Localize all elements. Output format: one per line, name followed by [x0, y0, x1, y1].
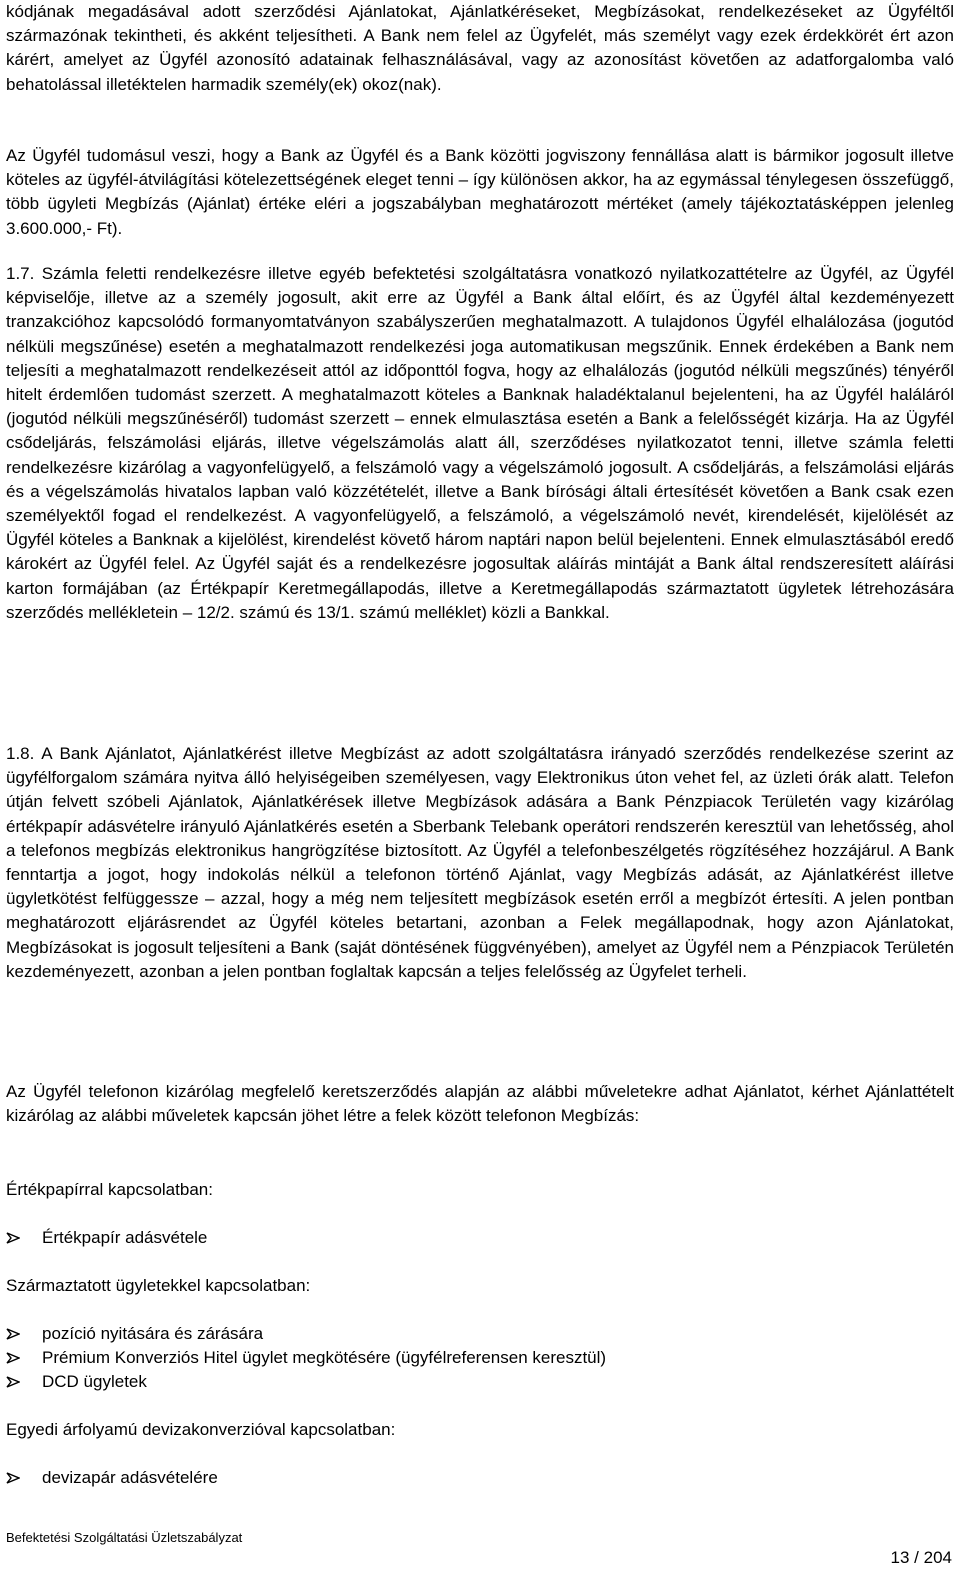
list-item-label: DCD ügyletek	[42, 1372, 147, 1392]
footer-title: Befektetési Szolgáltatási Üzletszabályzat	[6, 1530, 243, 1545]
list-item	[6, 1226, 954, 1250]
arrow-bullet-icon	[6, 1352, 20, 1364]
heading-fx-conversion: Egyedi árfolyamú devizakonverzióval kapcsolatban:	[6, 1420, 396, 1439]
paragraph-kyc: Az Ügyfél tudomásul veszi, hogy a Bank az Ügyfél és a Bank közötti jogviszony fennállása alatt is bármikor jogosult illetve köteles az ügyfél-átvilágítási kötelezettségének eleget tenni – így különösen akkor, ha az egymással ténylegesen összefüggő, több ügyleti Megbízás (Ajánlat) értéke eléri a jogszabályban meghatározott mértéket (amely tájékoztatásképpen jelenleg 3.600.000,- Ft).	[6, 146, 954, 238]
arrow-bullet-icon	[6, 1376, 20, 1388]
heading-derivatives: Származtatott ügyletekkel kapcsolatban:	[6, 1276, 311, 1295]
arrow-bullet-icon	[6, 1232, 20, 1244]
paragraph-phone-orders: Az Ügyfél telefonon kizárólag megfelelő keretszerződés alapján az alábbi műveletekre adhat Ajánlatot, kérhet Ajánlattételt kizárólag az alábbi műveletek kapcsán jöhet létre a felek között telefonon Megbízás:	[6, 1082, 954, 1126]
paragraph-continuation: kódjának megadásával adott szerződési Ajánlatokat, Ajánlatkéréseket, Megbízásokat, rendelkezéseket az Ügyféltől származónak tekintheti, és akként teljesítheti. A Bank nem felel az Ügyfelét, más személyt vagy ezek érdekkörét ért azon kárért, amelyet az Ügyfél azonosító adatainak felhasználásával, vagy az azonosítást követően az adatforgalomba való behatolással illetéktelen harmadik személy(ek) okoz(nak).	[6, 2, 954, 94]
list-fx-conversion	[6, 1466, 954, 1490]
list-derivatives	[6, 1322, 954, 1395]
list-securities	[6, 1226, 954, 1250]
heading-securities: Értékpapírral kapcsolatban:	[6, 1180, 213, 1199]
arrow-bullet-icon	[6, 1472, 20, 1484]
document-page	[6, 0, 954, 1573]
list-item	[6, 1346, 954, 1370]
list-item	[6, 1370, 954, 1394]
paragraph-1-7: 1.7. Számla feletti rendelkezésre illetve egyéb befektetési szolgáltatásra vonatkozó nyilatkozattételre az Ügyfél, az Ügyfél képviselője, illetve az a személy jogosult, akit erre az Ügyfél a Bank által előírt, és az Ügyfél által kezdeményezett tranzakcióhoz kapcsolódó formanyomtatványon szabályszerűen meghatalmazott. A tulajdonos Ügyfél elhalálozása (jogutód nélküli megszűnése) esetén a meghatalmazott rendelkezési joga automatikusan megszűnik. Ennek érdekében a Bank nem teljesíti a meghatalmazott rendelkezéseit attól az időponttól fogva, hogy az elhalálozás (jogutód nélküli megszűnés) tényéről hitelt érdemlően tudomást szerzett. A meghatalmazott köteles a Banknak haladéktalanul bejelenteni, ha az Ügyfél haláláról (jogutód nélküli megszűnéséről) tudomást szerzett – ennek elmulasztása esetén a Bank a felelősségét kizárja. Ha az Ügyfél csődeljárás, felszámolási eljárás, illetve végelszámolás alatt áll, szerződéses nyilatkozatot tenni, illetve számla feletti rendelkezésre kizárólag a vagyonfelügyelő, a felszámoló vagy a végelszámoló jogosult. A csődeljárás, a felszámolási eljárás és a végelszámolás hivatalos lapban való közzétételét, illetve a Bank bírósági általi értesítését követően a Bank csak ezen személyektől fogad el rendelkezést. A vagyonfelügyelő, a felszámoló, a végelszámoló nevét, kirendelését, kijelölését az Ügyfél köteles a Banknak a kijelölést, kirendelést követő három naptári napon belül bejelenteni. Ennek elmulasztásából eredő károkért az Ügyfél felel. Az Ügyfél saját és a rendelkezésre jogosultak aláírás mintáját a Bank által rendszeresített aláírási karton formájában (az Értékpapír Keretmegállapodás, illetve a Keretmegállapodás származtatott ügyletek létrehozására szerződés mellékletein – 12/2. számú és 13/1. számú melléklet) közli a Bankkal.	[6, 264, 954, 622]
list-item-label: devizapár adásvételére	[42, 1468, 218, 1487]
arrow-bullet-icon	[6, 1328, 20, 1340]
page-number: 13 / 204	[890, 1548, 952, 1567]
paragraph-1-8: 1.8. A Bank Ajánlatot, Ajánlatkérést illetve Megbízást az adott szolgáltatásra irányadó szerződés rendelkezése szerint az ügyfélforgalom számára nyitva álló helyiségeiben személyesen, vagy Elektronikus úton vehet fel, az üzleti órák alatt. Telefon útján felvett szóbeli Ajánlatok, Ajánlatkérések illetve Megbízások adására a Bank Pénzpiacok Területén vagy kizárólag értékpapír adásvételre irányuló Ajánlatkérés esetén a Sberbank Telebank operátori rendszerén keresztül van lehetősség, ahol a telefonos megbízás elektronikus hangrögzítése biztosított. Az Ügyfél a telefonbeszélgetés rögzítéséhez hozzájárul. A Bank fenntartja a jogot, hogy indokolás nélkül a telefonon történő Ajánlat, vagy Megbízás adását, az Ajánlatkérést illetve ügyletkötést felfüggessze – azzal, hogy a még nem teljesített megbízások esetén erről a megbízót értesíti. A jelen pontban meghatározott eljárásrendet az Ügyfél köteles betartani, azonban a Felek megállapodnak, hogy azon Ajánlatokat, Megbízásokat is jogosult teljesíteni a Bank (saját döntésének függvényében), amelyet az Ügyfél nem a Pénzpiacok Területén kezdeményezett, azonban a jelen pontban foglaltak kapcsán a teljes felelősség az Ügyfelet terheli.	[6, 744, 954, 981]
list-item-label: pozíció nyitására és zárására	[42, 1324, 264, 1343]
list-item-label: Prémium Konverziós Hitel ügylet megkötésére (ügyfélreferensen keresztül)	[42, 1348, 607, 1368]
list-item-label: Értékpapír adásvétele	[42, 1228, 208, 1247]
list-item	[6, 1466, 954, 1490]
list-item	[6, 1322, 954, 1346]
